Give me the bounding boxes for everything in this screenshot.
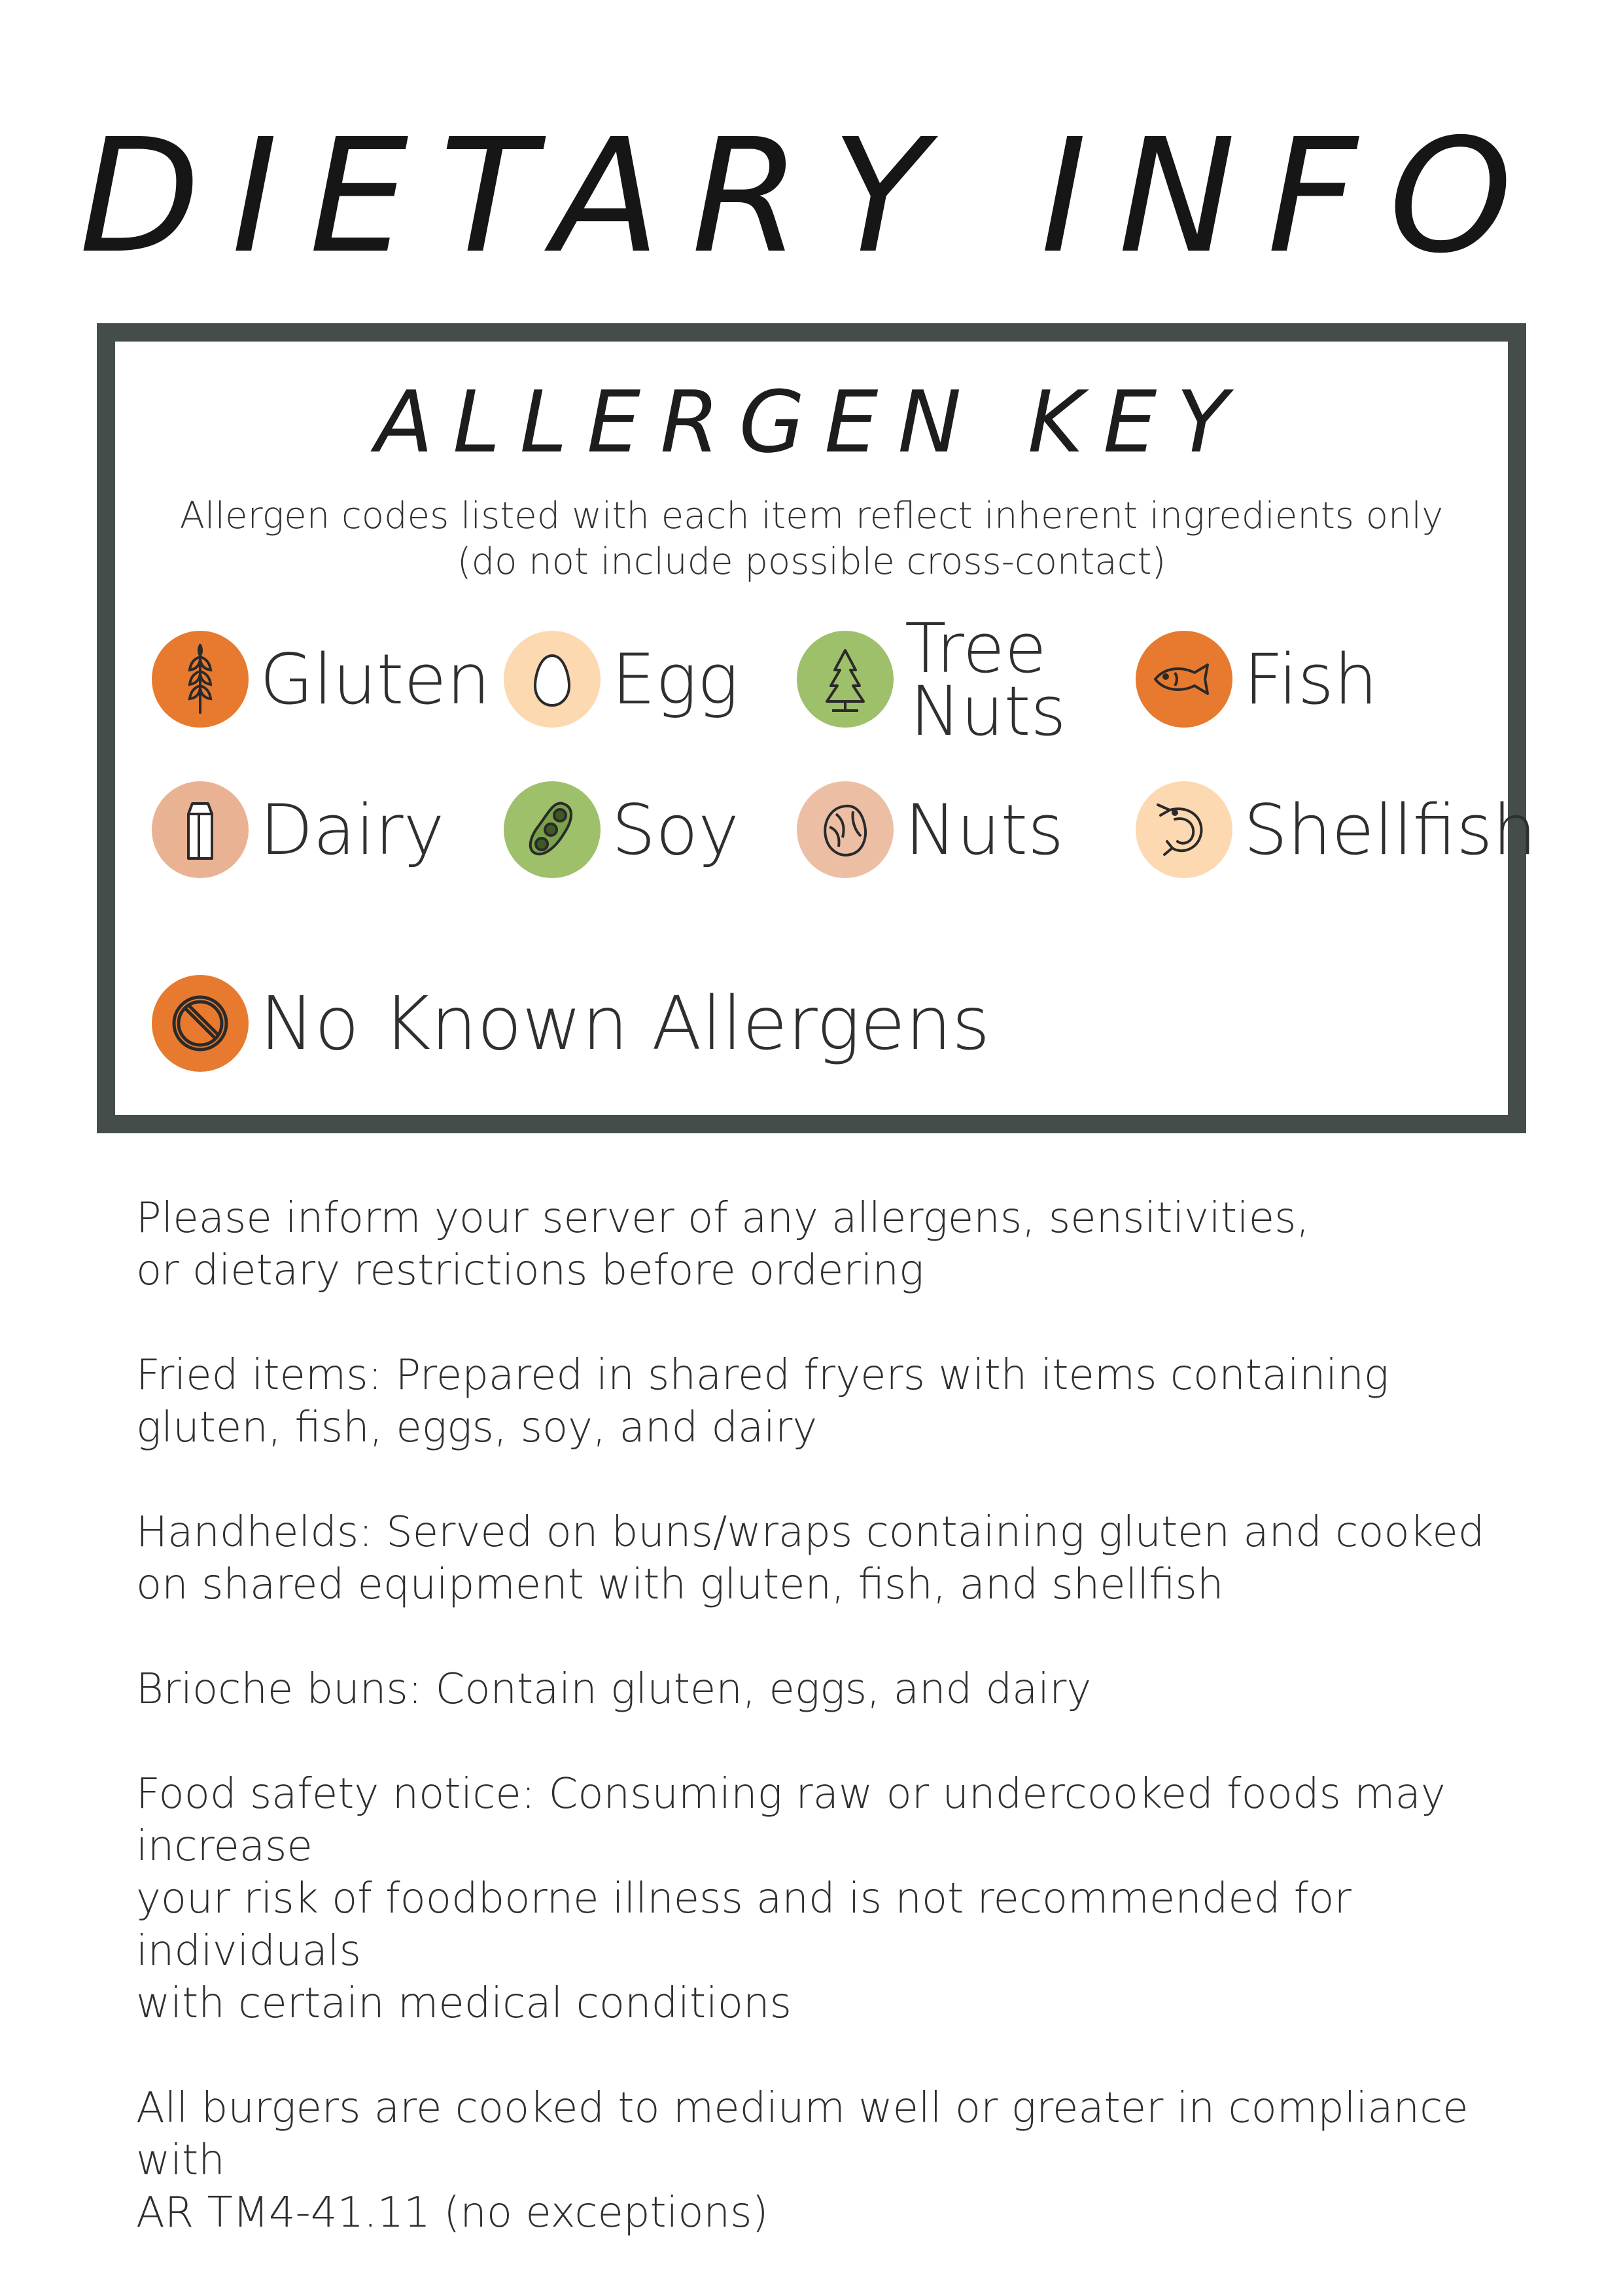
- allergen-label: Gluten: [260, 639, 491, 720]
- allergen-key-note: [115, 493, 1508, 585]
- soybean-icon: [504, 781, 601, 878]
- dietary-notes: [136, 1192, 1543, 2291]
- note-paragraph: All burgers are cooked to medium well or greater in compliance with AR TM4-41.11 (no exceptions): [136, 2084, 1469, 2237]
- allergen-none-label: No Known Allergens: [260, 981, 990, 1067]
- allergen-label: Fish: [1244, 639, 1378, 720]
- allergen-nuts: [797, 781, 1072, 879]
- shrimp-icon: [1136, 781, 1232, 878]
- allergen-label: Nuts: [905, 790, 1064, 870]
- hazelnut-icon: [797, 781, 894, 878]
- allergen-tree-nuts: [797, 609, 1072, 751]
- allergen-fish: [1136, 631, 1410, 729]
- allergen-label-line1: Tree: [905, 609, 1047, 688]
- allergen-label: Soy: [612, 790, 739, 870]
- note-paragraph: Brioche buns: Contain gluten, eggs, and dairy: [136, 1665, 1092, 1714]
- allergen-key-title: ALLERGEN KEY: [375, 372, 1248, 472]
- allergen-label: Dairy: [260, 790, 445, 870]
- allergen-key-note-line1: Allergen codes listed with each item reflect inherent ingredients only: [179, 495, 1444, 537]
- allergen-label: Egg: [612, 639, 739, 720]
- tree-icon: [797, 631, 894, 728]
- allergen-none: [152, 975, 1002, 1073]
- allergen-label-line2: Nuts: [910, 671, 1066, 751]
- allergen-gluten: [152, 631, 491, 729]
- milk-carton-icon: [152, 781, 249, 878]
- allergen-label: [905, 609, 1066, 751]
- page-title: DIETARY INFO: [79, 105, 1544, 288]
- fish-icon: [1136, 631, 1232, 728]
- allergen-dairy: [152, 781, 466, 879]
- prohibited-icon: [152, 975, 249, 1072]
- allergen-soy: [504, 781, 778, 879]
- note-paragraph: Handhelds: Served on buns/wraps containing gluten and cooked on shared equipment with gluten, fish, and shellfish: [136, 1508, 1485, 1609]
- allergen-label: Shellfish: [1244, 790, 1537, 870]
- allergen-egg: [504, 631, 778, 729]
- note-paragraph: Fried items: Prepared in shared fryers with items containing gluten, fish, eggs, soy, and dairy: [136, 1351, 1389, 1452]
- note-paragraph: Food safety notice: Consuming raw or undercooked foods may increase your risk of foodborne illness and is not recommended for individuals with certain medical conditions: [136, 1770, 1446, 2028]
- allergen-key-note-line2: (do not include possible cross-contact): [457, 540, 1166, 583]
- egg-icon: [504, 631, 601, 728]
- allergen-shellfish: [1136, 781, 1537, 879]
- note-paragraph: Please inform your server of any allergens, sensitivities, or dietary restrictions before ordering: [136, 1194, 1310, 1295]
- allergen-key-panel: [97, 323, 1537, 1133]
- wheat-icon: [152, 631, 249, 728]
